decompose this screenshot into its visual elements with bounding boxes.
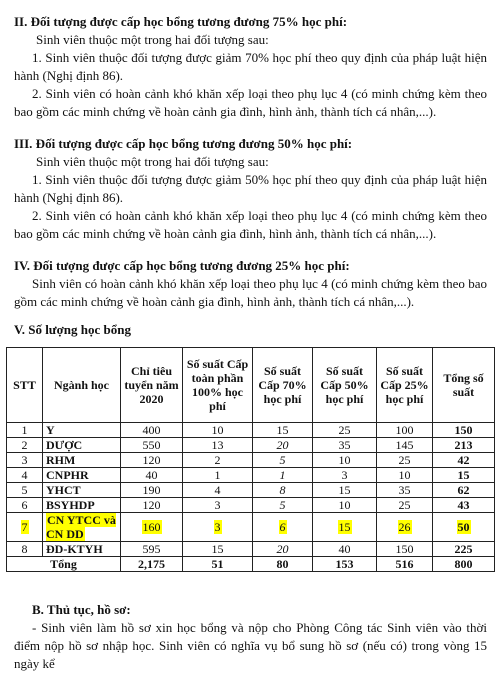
- section-intro: Sinh viên thuộc một trong hai đối tượng sau:: [36, 32, 269, 47]
- cell-total: 225: [433, 542, 495, 557]
- cell-major: CNPHR: [43, 468, 121, 483]
- cell-stt: 8: [7, 542, 43, 557]
- cell-70: 1: [253, 468, 313, 483]
- cell-major: [43, 513, 121, 542]
- highlight-mark: CN YTCC và CN DD: [46, 513, 116, 541]
- cell-25: 100: [377, 423, 433, 438]
- cell-quota: 190: [121, 483, 183, 498]
- section-procedure: [14, 601, 487, 673]
- section-body: - Sinh viên làm hồ sơ xin học bổng và nộp cho Phòng Công tác Sinh viên vào thời điểm nộp hồ sơ nhập học. Sinh viên có nghĩa vụ bổ sung hồ sơ (nếu có) trong vòng 15 ngày kể: [14, 620, 487, 671]
- cell-stt: 1: [7, 423, 43, 438]
- cell-stt: 4: [7, 468, 43, 483]
- cell-stt: 6: [7, 498, 43, 513]
- cell-stt: 3: [7, 453, 43, 468]
- cell-quota: [121, 513, 183, 542]
- cell-stt: 5: [7, 483, 43, 498]
- cell-full: 1: [183, 468, 253, 483]
- cell-quota: 550: [121, 438, 183, 453]
- cell-full: [183, 513, 253, 542]
- table-row: [7, 542, 495, 557]
- cell-major: YHCT: [43, 483, 121, 498]
- header-25: Số suất Cấp 25% học phí: [377, 348, 433, 423]
- cell-25: 25: [377, 453, 433, 468]
- cell-50: 25: [313, 423, 377, 438]
- cell-25: 35: [377, 483, 433, 498]
- total-25: 516: [377, 557, 433, 572]
- highlight-mark: 15: [338, 520, 351, 534]
- cell-70: 5: [253, 498, 313, 513]
- cell-major: RHM: [43, 453, 121, 468]
- cell-major: Y: [43, 423, 121, 438]
- table-row-highlighted: [7, 513, 495, 542]
- cell-quota: 120: [121, 498, 183, 513]
- section-intro: Sinh viên thuộc một trong hai đối tượng sau:: [36, 154, 269, 169]
- cell-total: 43: [433, 498, 495, 513]
- cell-total: 15: [433, 468, 495, 483]
- table-row: [7, 498, 495, 513]
- cell-70: 20: [253, 542, 313, 557]
- section-heading: V. Số lượng học bổng: [14, 322, 131, 337]
- header-total: Tổng số suất: [433, 348, 495, 423]
- section-heading: III. Đối tượng được cấp học bổng tương đương 50% học phí:: [14, 136, 353, 151]
- section-50-percent: [14, 135, 487, 243]
- highlight-mark: 6: [279, 520, 286, 534]
- section-heading: IV. Đối tượng được cấp học bổng tương đương 25% học phí:: [14, 258, 350, 273]
- section-item: 1. Sinh viên thuộc đối tượng được giảm 70% học phí theo quy định của pháp luật hiện hành (Nghị định 86).: [14, 50, 487, 83]
- highlight-mark: 26: [398, 520, 411, 534]
- table-row: [7, 483, 495, 498]
- cell-full: 4: [183, 483, 253, 498]
- cell-total: 62: [433, 483, 495, 498]
- highlight-mark: 160: [142, 520, 161, 534]
- header-stt: STT: [7, 348, 43, 423]
- cell-70: [253, 513, 313, 542]
- total-full: 51: [183, 557, 253, 572]
- section-item: 2. Sinh viên có hoàn cảnh khó khăn xếp loại theo phụ lục 4 (có minh chứng kèm theo bao gồm các minh chứng về hoàn cảnh gia đình, hình ảnh, thành tích cá nhân,...).: [14, 86, 487, 119]
- cell-50: 10: [313, 498, 377, 513]
- section-heading: B. Thủ tục, hồ sơ:: [32, 602, 131, 617]
- table-header-row: [7, 348, 495, 423]
- total-all: 800: [433, 557, 495, 572]
- cell-full: 2: [183, 453, 253, 468]
- cell-25: [377, 513, 433, 542]
- total-quota: 2,175: [121, 557, 183, 572]
- header-50: Số suất Cấp 50% học phí: [313, 348, 377, 423]
- cell-full: 15: [183, 542, 253, 557]
- highlight-mark: 7: [21, 520, 28, 534]
- cell-major: DƯỢC: [43, 438, 121, 453]
- table-row: [7, 468, 495, 483]
- section-75-percent: [14, 13, 487, 121]
- table-total-row: [7, 557, 495, 572]
- cell-quota: 400: [121, 423, 183, 438]
- scholarship-table: [6, 347, 495, 572]
- cell-25: 145: [377, 438, 433, 453]
- section-scholarship-count: [14, 321, 487, 339]
- total-50: 153: [313, 557, 377, 572]
- table-row: [7, 438, 495, 453]
- header-quota: Chỉ tiêu tuyển năm 2020: [121, 348, 183, 423]
- cell-quota: 595: [121, 542, 183, 557]
- cell-total: [433, 513, 495, 542]
- cell-25: 25: [377, 498, 433, 513]
- cell-stt: [7, 513, 43, 542]
- cell-50: 40: [313, 542, 377, 557]
- cell-total: 213: [433, 438, 495, 453]
- table-row: [7, 423, 495, 438]
- cell-total: 150: [433, 423, 495, 438]
- cell-full: 10: [183, 423, 253, 438]
- cell-70: 20: [253, 438, 313, 453]
- cell-50: 3: [313, 468, 377, 483]
- cell-quota: 120: [121, 453, 183, 468]
- cell-50: [313, 513, 377, 542]
- cell-full: 3: [183, 498, 253, 513]
- cell-25: 150: [377, 542, 433, 557]
- header-full: Số suất Cấp toàn phần 100% học phí: [183, 348, 253, 423]
- cell-quota: 40: [121, 468, 183, 483]
- total-label: Tổng: [7, 557, 121, 572]
- cell-full: 13: [183, 438, 253, 453]
- section-heading: II. Đối tượng được cấp học bổng tương đương 75% học phí:: [14, 14, 348, 29]
- section-item: 1. Sinh viên thuộc đối tượng được giảm 50% học phí theo quy định của pháp luật hiện hành (Nghị định 86).: [14, 172, 487, 205]
- cell-50: 10: [313, 453, 377, 468]
- cell-70: 8: [253, 483, 313, 498]
- table-row: [7, 453, 495, 468]
- header-major: Ngành học: [43, 348, 121, 423]
- cell-70: 5: [253, 453, 313, 468]
- cell-major: ĐD-KTYH: [43, 542, 121, 557]
- highlight-mark: 50: [457, 520, 470, 534]
- header-70: Số suất Cấp 70% học phí: [253, 348, 313, 423]
- cell-stt: 2: [7, 438, 43, 453]
- cell-70: 15: [253, 423, 313, 438]
- section-item: 2. Sinh viên có hoàn cảnh khó khăn xếp loại theo phụ lục 4 (có minh chứng kèm theo bao gồm các minh chứng về hoàn cảnh gia đình, hình ảnh, thành tích cá nhân,...).: [14, 208, 487, 241]
- cell-major: BSYHDP: [43, 498, 121, 513]
- cell-50: 15: [313, 483, 377, 498]
- section-25-percent: [14, 257, 487, 311]
- total-70: 80: [253, 557, 313, 572]
- section-body: Sinh viên có hoàn cảnh khó khăn xếp loại theo phụ lục 4 (có minh chứng kèm theo bao gồm các minh chứng về hoàn cảnh gia đình, hình ảnh, thành tích cá nhân,...).: [14, 276, 487, 309]
- cell-25: 10: [377, 468, 433, 483]
- highlight-mark: 3: [214, 520, 221, 534]
- cell-total: 42: [433, 453, 495, 468]
- cell-50: 35: [313, 438, 377, 453]
